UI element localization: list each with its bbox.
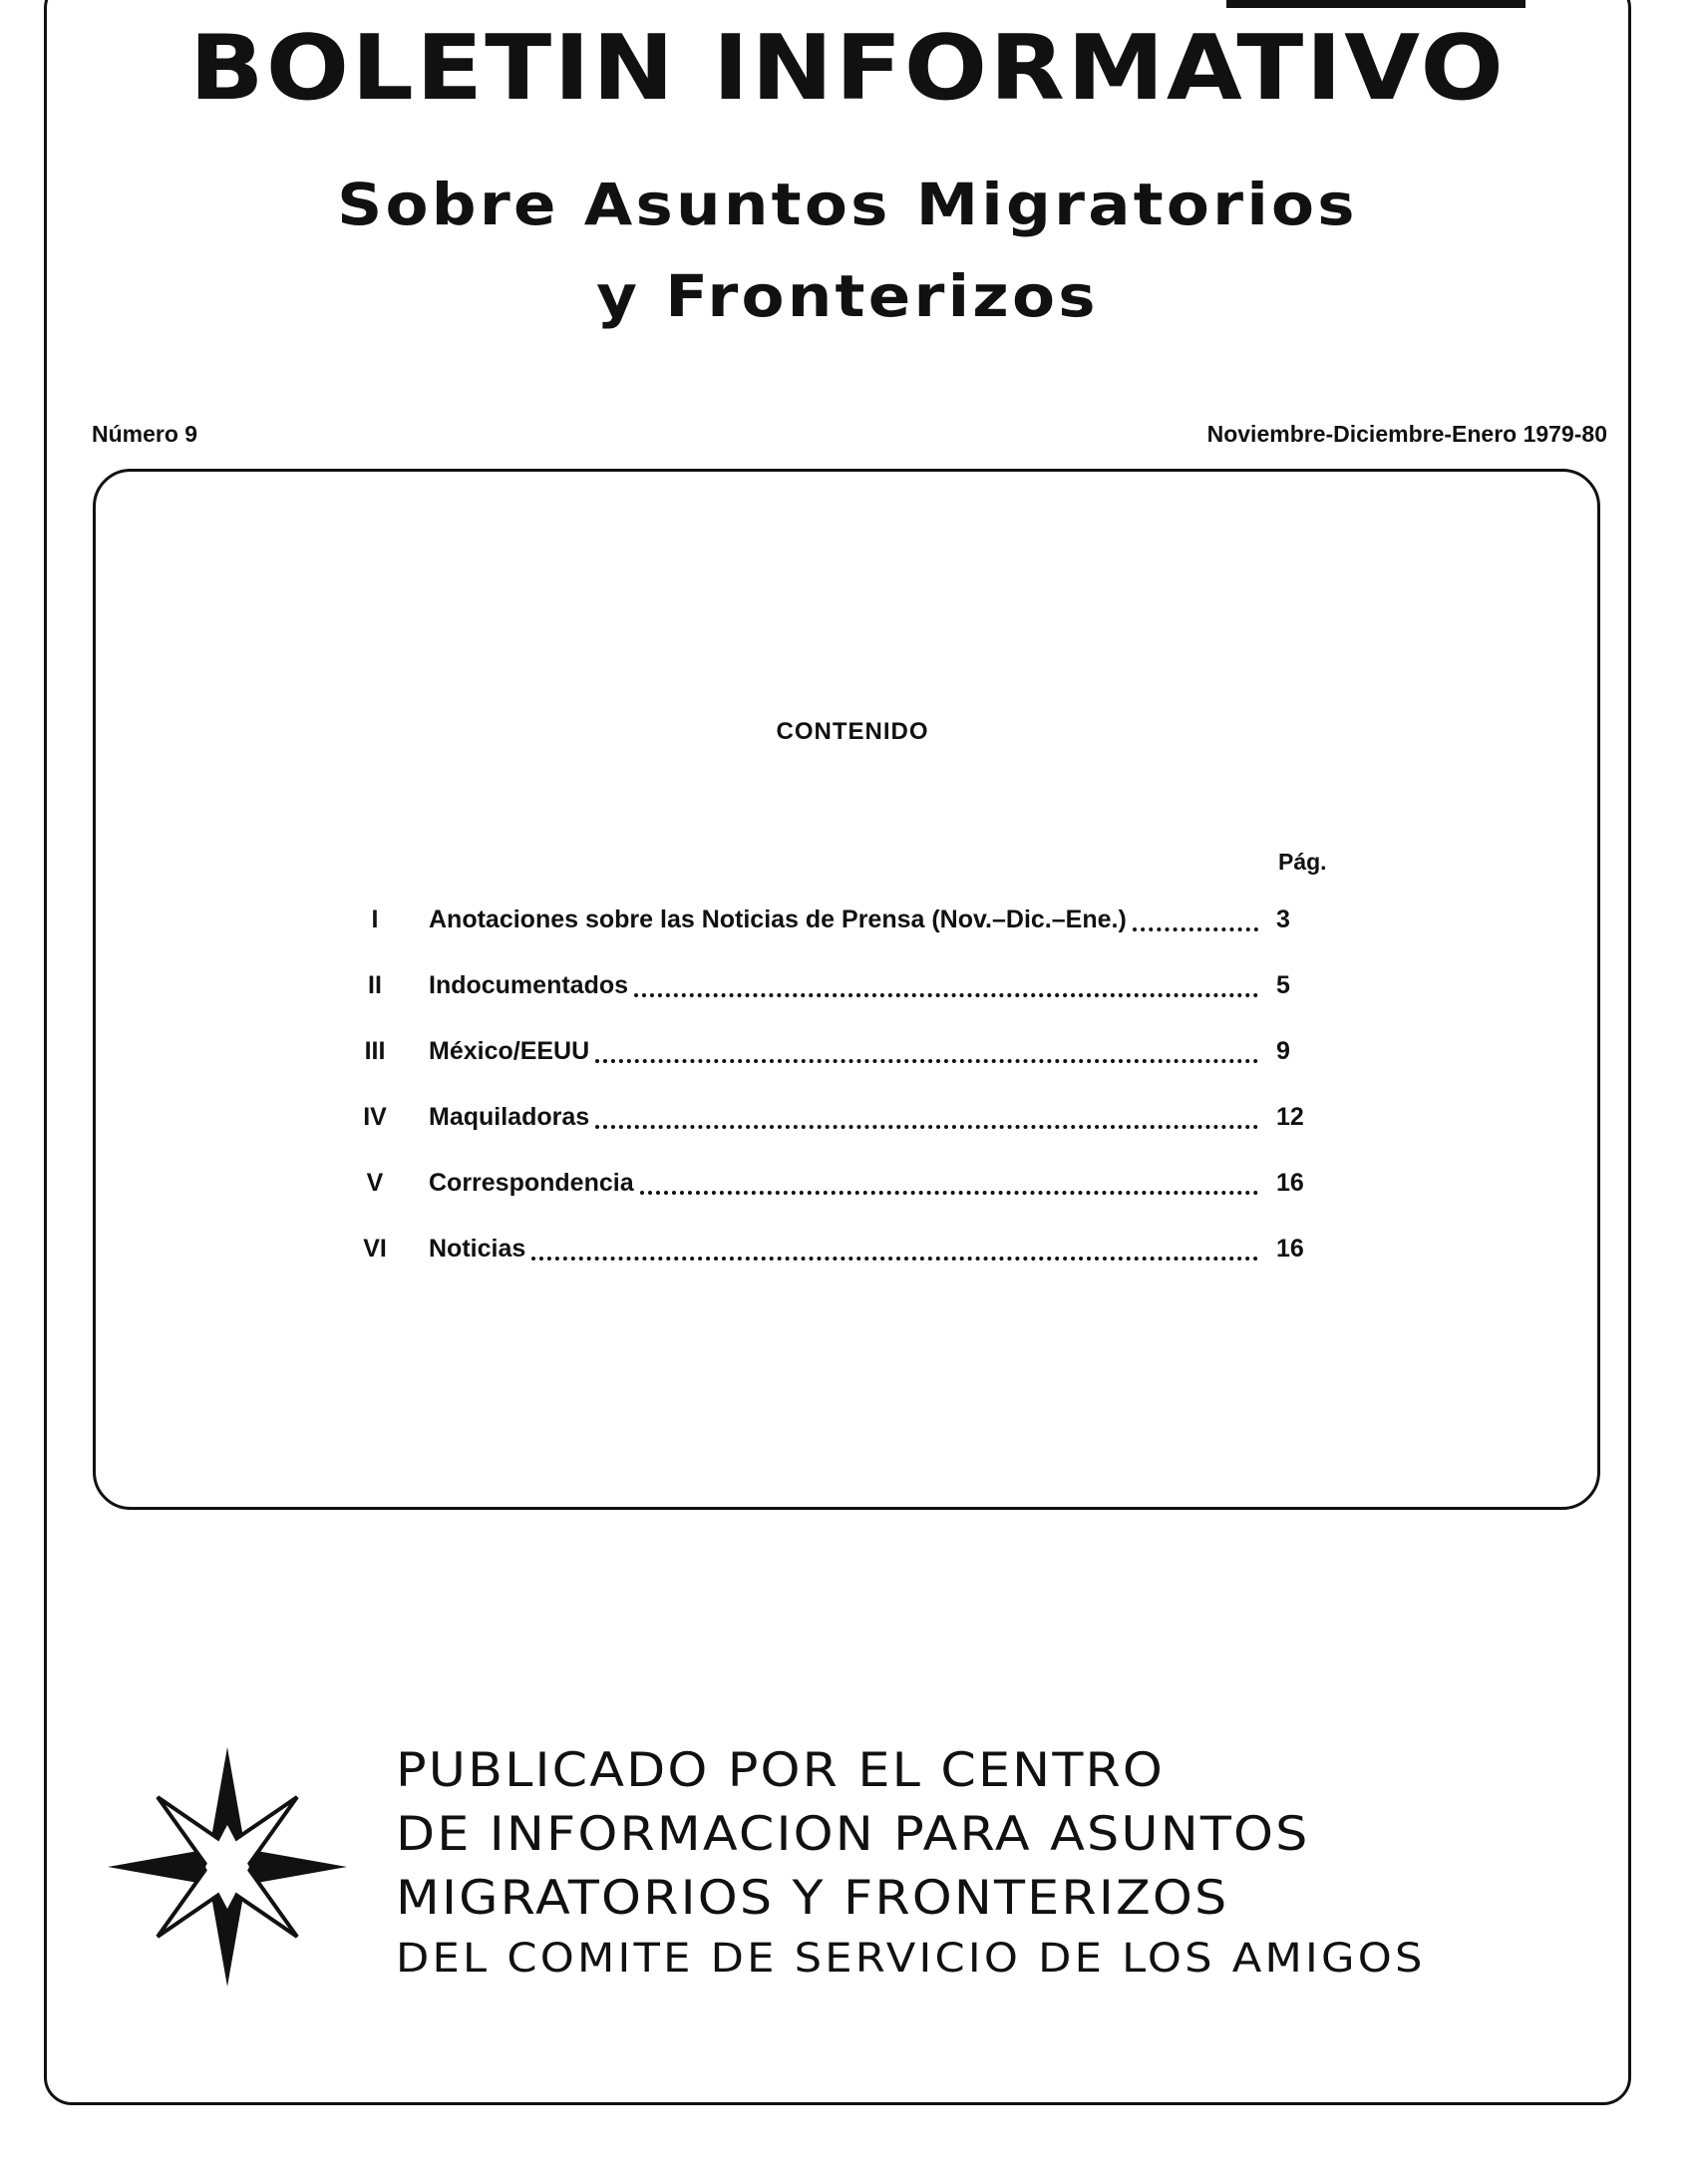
toc-item-title: Indocumentados [429,971,634,1000]
toc-item-number: I [371,906,379,933]
toc-dot-leader [595,1037,1258,1063]
page-column-header: Pág. [1278,849,1327,875]
toc-item-page: 3 [1276,906,1290,933]
toc-item-title: Noticias [429,1235,531,1264]
toc-item [349,971,1316,1037]
toc-dot-leader [1133,906,1258,931]
publisher-block [396,1743,1426,1996]
contents-title: CONTENIDO [776,718,929,745]
eight-point-star-icon [108,1747,347,1987]
toc-item [349,1169,1316,1235]
subtitle-line-1: Sobre Asuntos Migratorios [337,171,1358,238]
table-of-contents [349,906,1316,1300]
toc-item [349,1037,1316,1103]
toc-item-page: 16 [1276,1235,1304,1263]
publisher-line-3: MIGRATORIOS Y FRONTERIZOS [396,1871,1229,1926]
toc-dot-leader [595,1103,1258,1129]
toc-item-number: IV [363,1103,387,1131]
toc-dot-leader [531,1235,1258,1261]
publisher-line-4: DEL COMITE DE SERVICIO DE LOS AMIGOS [396,1936,1426,1982]
toc-item-title: Anotaciones sobre las Noticias de Prensa (Nov.–Dic.–Ene.) [429,906,1133,934]
toc-dot-leader [640,1169,1258,1195]
issue-number: Número 9 [92,421,198,447]
issue-date: Noviembre-Diciembre-Enero 1979-80 [1206,421,1607,447]
toc-dot-leader [634,971,1258,997]
toc-item-title: Maquiladoras [429,1103,595,1132]
toc-item-title: Correspondencia [429,1169,640,1198]
toc-item [349,1103,1316,1169]
toc-item [349,1235,1316,1300]
publisher-line-2: DE INFORMACION PARA ASUNTOS [396,1807,1310,1862]
toc-item-page: 12 [1276,1103,1304,1131]
toc-item-number: II [368,971,382,999]
masthead-title: BOLETIN INFORMATIVO [188,16,1507,121]
toc-item-number: V [366,1169,384,1197]
publisher-line-1: PUBLICADO POR EL CENTRO [396,1743,1166,1798]
toc-item-page: 9 [1276,1037,1290,1065]
toc-item-page: 5 [1276,971,1290,999]
toc-item-title: México/EEUU [429,1037,595,1066]
toc-item-number: VI [363,1235,387,1263]
toc-item-number: III [364,1037,386,1065]
toc-item [349,906,1316,971]
toc-item-page: 16 [1276,1169,1304,1197]
subtitle-line-2: y Fronterizos [596,262,1099,330]
